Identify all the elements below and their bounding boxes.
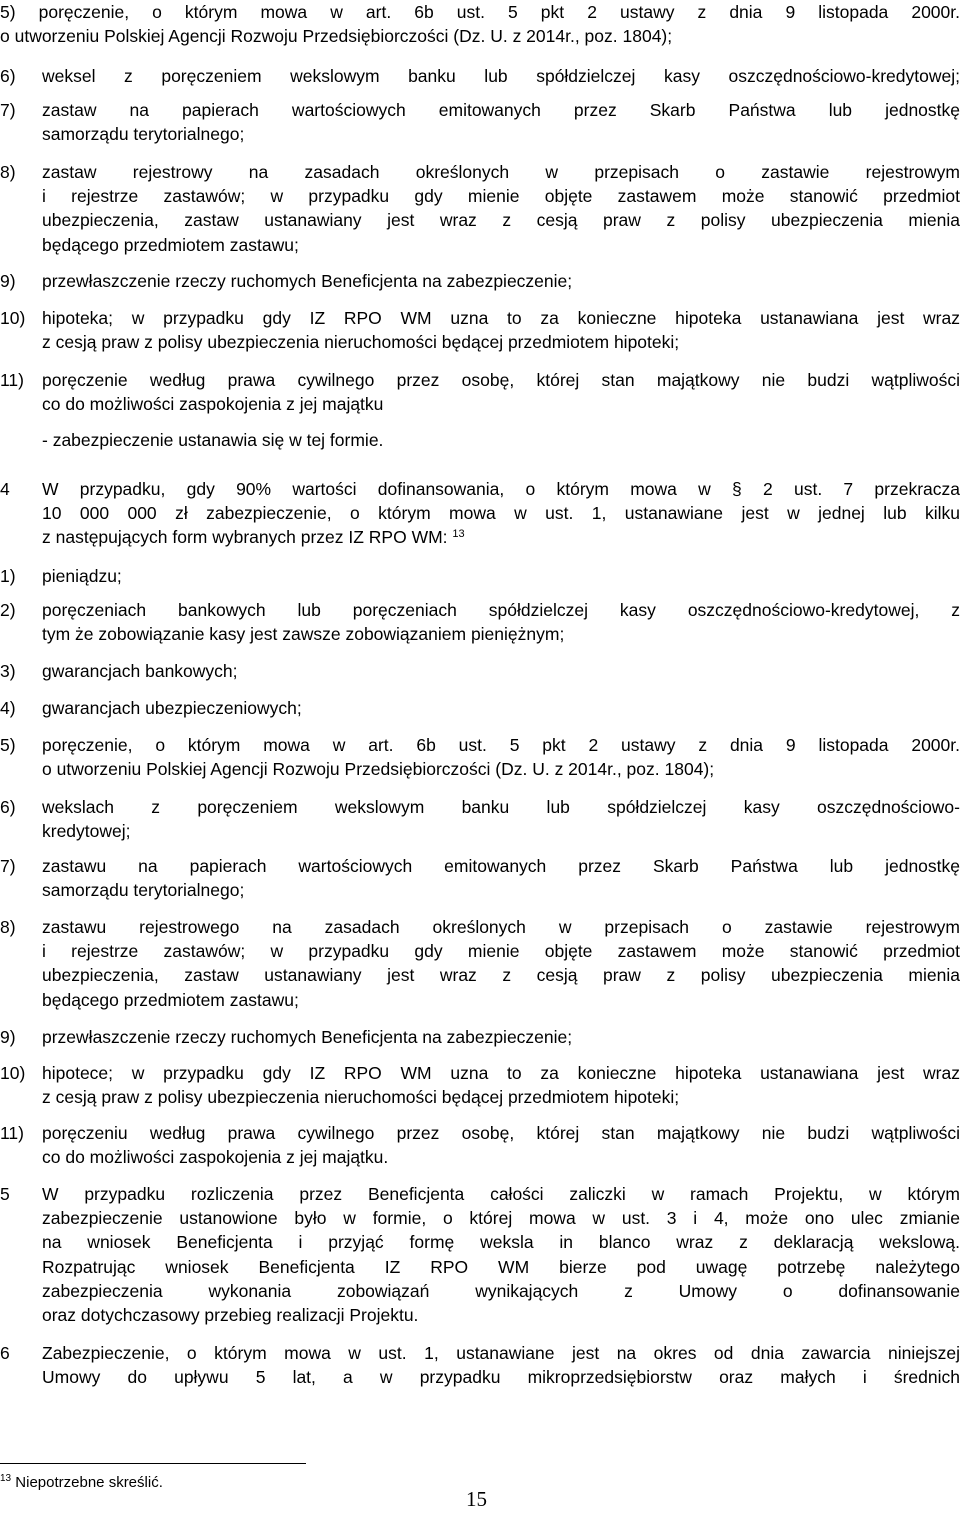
text-line: samorządu terytorialnego; xyxy=(42,124,245,145)
text-line: co do możliwości zaspokojenia z jej majątku xyxy=(42,394,384,415)
section-number: 4 xyxy=(0,479,10,499)
text-line: będącego przedmiotem zastawu; xyxy=(42,234,299,255)
text-line: zabezpieczenia wykonania zobowiązań wynikających z Umowy o dofinansowanie xyxy=(42,1280,960,1301)
list-number: 10) xyxy=(0,308,26,328)
text-line: pieniądzu; xyxy=(42,566,122,586)
text-line: tym że zobowiązanie kasy jest zawsze zobowiązaniem pieniężnym; xyxy=(42,624,565,645)
list-number: 6) xyxy=(0,66,16,86)
footnote-text: Niepotrzebne skreślić. xyxy=(15,1474,163,1491)
text-line: gwarancjach bankowych; xyxy=(42,661,238,681)
list-number: 3) xyxy=(0,661,16,681)
list-number: 1) xyxy=(0,566,16,586)
footnote-ref: 13 xyxy=(452,528,465,541)
text-line: poręczenie według prawa cywilnego przez osobę, której stan majątkowy nie budzi wątpliwości xyxy=(42,370,960,390)
text-line: 5) poręczenie, o którym mowa w art. 6b ust. 5 pkt 2 ustawy z dnia 9 listopada 2000r. xyxy=(0,2,960,22)
text-line: poręczeniu według prawa cywilnego przez osobę, której stan majątkowy nie budzi wątpliwości xyxy=(42,1123,960,1143)
text-line: gwarancjach ubezpieczeniowych; xyxy=(42,698,302,718)
text-line: poręczeniach bankowych lub poręczeniach spółdzielczej kasy oszczędnościowo-kredytowej, z xyxy=(42,600,960,620)
text-line: przewłaszczenie rzeczy ruchomych Beneficjenta na zabezpieczenie; xyxy=(42,1027,573,1047)
footnote-number: 13 xyxy=(0,1473,12,1484)
text-line: zastawu na papierach wartościowych emitowanych przez Skarb Państwa lub jednostkę xyxy=(42,856,960,876)
text-line: o utworzeniu Polskiej Agencji Rozwoju Przedsiębiorczości (Dz. U. z 2014r., poz. 1804); xyxy=(42,759,715,780)
text-line: samorządu terytorialnego; xyxy=(42,880,245,901)
list-number: 7) xyxy=(0,856,16,876)
text-line: oraz dotychczasowy przebieg realizacji Projektu. xyxy=(42,1305,419,1326)
closing-note xyxy=(42,428,960,452)
text-line: na wniosek Beneficjenta i przyjąć formę weksla in blanco wraz z deklaracją wekslową. xyxy=(42,1232,960,1253)
text-line: z cesją praw z polisy ubezpieczenia nieruchomości będącej przedmiotem hipoteki; xyxy=(42,1087,680,1108)
footnote xyxy=(0,1474,163,1491)
text-line: zastaw na papierach wartościowych emitowanych przez Skarb Państwa lub jednostkę xyxy=(42,100,960,120)
text-line: 10 000 000 zł zabezpieczenie, o którym mowa w ust. 1, ustanawiane jest w jednej lub kilku xyxy=(42,503,960,524)
list-number: 2) xyxy=(0,600,16,620)
text-line: ubezpieczenia, zastaw ustanawiany jest wraz z cesją praw z polisy ubezpieczenia mienia xyxy=(42,965,960,986)
text-line xyxy=(42,525,960,549)
text-line: - zabezpieczenie ustanawia się w tej formie. xyxy=(42,430,384,450)
text-line: hipoteka; w przypadku gdy IZ RPO WM uzna to za konieczne hipoteka ustanawiana jest wraz xyxy=(42,308,960,328)
text-line: hipotece; w przypadku gdy IZ RPO WM uzna to za konieczne hipoteka ustanawiana jest wraz xyxy=(42,1063,960,1083)
list-number: 8) xyxy=(0,162,16,182)
text-line: będącego przedmiotem zastawu; xyxy=(42,989,299,1010)
text-line: zastawu rejestrowego na zasadach określonych w przepisach o zastawie rejestrowym xyxy=(42,917,960,937)
continuation-block xyxy=(0,0,960,48)
list-number: 7) xyxy=(0,100,16,120)
text-line: poręczenie, o którym mowa w art. 6b ust. 5 pkt 2 ustawy z dnia 9 listopada 2000r. xyxy=(42,735,960,755)
list-number: 9) xyxy=(0,271,16,291)
text-line: Zabezpieczenie, o którym mowa w ust. 1, ustanawiane jest na okres od dnia zawarcia niniejszej xyxy=(42,1343,960,1363)
text-line: weksel z poręczeniem wekslowym banku lub spółdzielczej kasy oszczędnościowo-kredytowej; xyxy=(42,66,960,86)
list-number: 11) xyxy=(0,1123,24,1143)
text-line: co do możliwości zaspokojenia z jej majątku. xyxy=(42,1147,389,1168)
list-number: 11) xyxy=(0,370,24,390)
text-line: wekslach z poręczeniem wekslowym banku lub spółdzielczej kasy oszczędnościowo- xyxy=(42,797,960,817)
text-line: i rejestrze zastawów; w przypadku gdy mienie objęte zastawem może stanowić przedmiot xyxy=(42,186,960,207)
text-line: zastaw rejestrowy na zasadach określonych w przepisach o zastawie rejestrowym xyxy=(42,162,960,182)
list-number: 5) xyxy=(0,735,16,755)
section-number: 5 xyxy=(0,1184,10,1204)
text-line: zabezpieczenie ustanowione było w formie, o której mowa w ust. 3 i 4, może ono ulec zmianie xyxy=(42,1208,960,1229)
text-line: ubezpieczenia, zastaw ustanawiany jest wraz z cesją praw z polisy ubezpieczenia mienia xyxy=(42,210,960,231)
list-number: 8) xyxy=(0,917,16,937)
page-number: 15 xyxy=(466,1487,487,1511)
footnote-separator xyxy=(0,1463,306,1464)
text-line: przewłaszczenie rzeczy ruchomych Beneficjenta na zabezpieczenie; xyxy=(42,271,573,291)
text-line-content: z następujących form wybranych przez IZ RPO WM: xyxy=(42,527,448,548)
section-number: 6 xyxy=(0,1343,10,1363)
text-line: Umowy do upływu 5 lat, a w przypadku mikroprzedsiębiorstw oraz małych i średnich xyxy=(42,1367,960,1388)
text-line: W przypadku, gdy 90% wartości dofinansowania, o którym mowa w § 2 ust. 7 przekracza xyxy=(42,479,960,499)
list-number: 6) xyxy=(0,797,16,817)
text-line: o utworzeniu Polskiej Agencji Rozwoju Przedsiębiorczości (Dz. U. z 2014r., poz. 1804); xyxy=(0,26,673,47)
text-line: W przypadku rozliczenia przez Beneficjenta całości zaliczki w ramach Projektu, w którym xyxy=(42,1184,960,1204)
list-number: 9) xyxy=(0,1027,16,1047)
list-number: 4) xyxy=(0,698,16,718)
text-line: Rozpatrując wniosek Beneficjenta IZ RPO WM bierze pod uwagę potrzebę należytego xyxy=(42,1256,960,1277)
text-line: kredytowej; xyxy=(42,821,131,842)
text-line: i rejestrze zastawów; w przypadku gdy mienie objęte zastawem może stanowić przedmiot xyxy=(42,941,960,962)
text-line: z cesją praw z polisy ubezpieczenia nieruchomości będącej przedmiotem hipoteki; xyxy=(42,332,680,353)
list-number: 10) xyxy=(0,1063,26,1083)
